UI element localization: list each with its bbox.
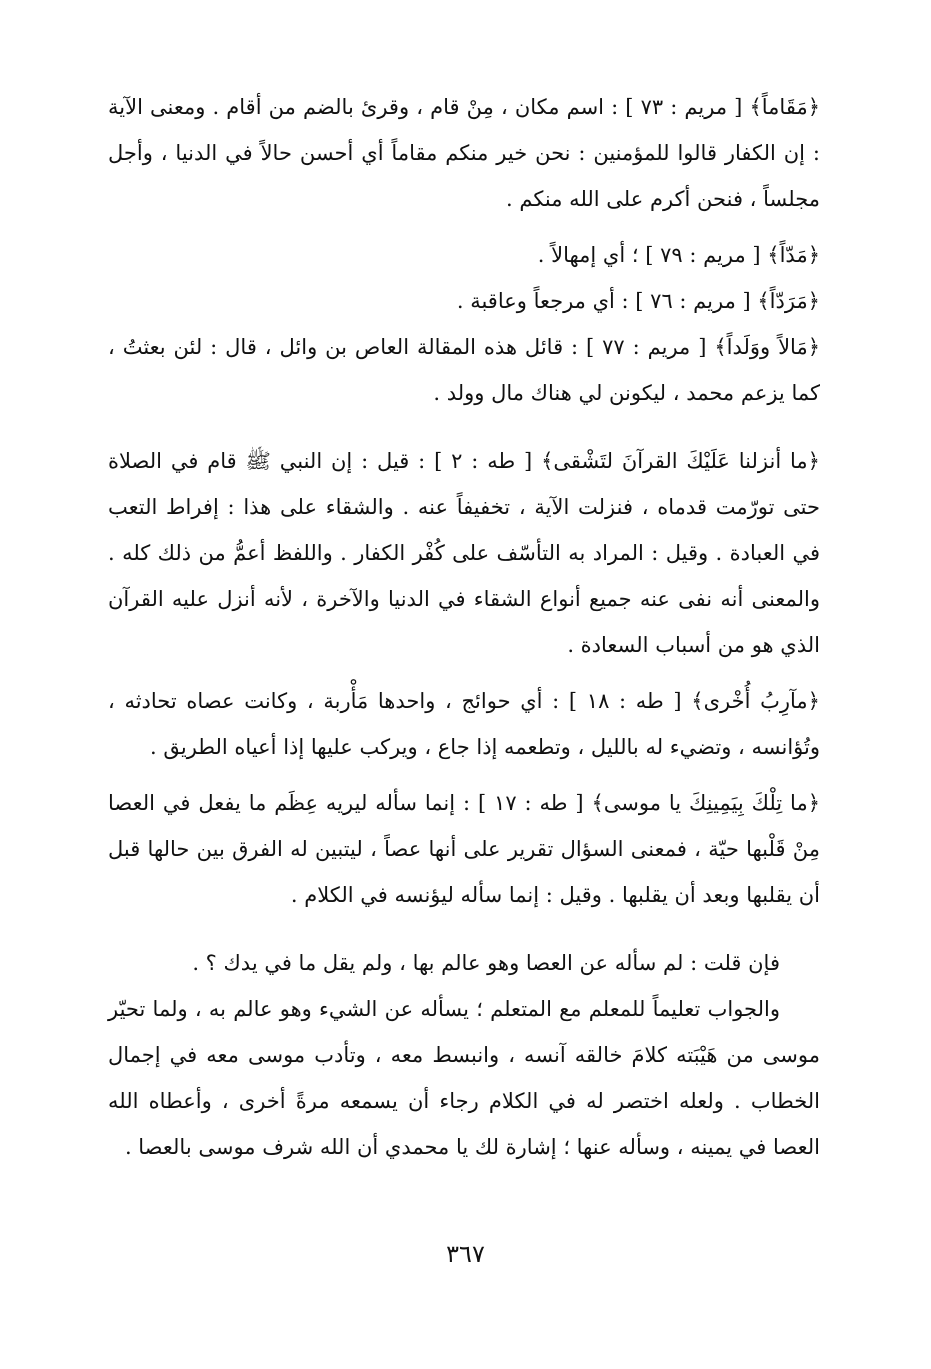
paragraph-ma-anzalna: ﴿ما أنزلنا عَلَيْكَ القرآنَ لتَشْقى﴾ [ طه : ٢ ] : قيل : إن النبي ﷺ قام في الصلاة حتى تورّمت قدماه ، فنزلت الآية ، تخفيفاً عنه . والشقاء على هذا : إفراط التعب في العبادة . وقيل : المراد به التأسّف على كُفْر الكفار . واللفظ أعمُّ من ذلك كله . والمعنى أنه نفى عنه جميع أنواع الشقاء في الدنيا والآخرة ، لأنه أنزل عليه القرآن الذي هو من أسباب السعادة . xyxy=(108,449,820,657)
page-number: ٣٦٧ xyxy=(446,1240,485,1268)
paragraph-ma-tilka: ﴿ما تِلْكَ بِيَمِينِكَ يا موسى﴾ [ طه : ١٧ ] : إنما سأله ليريه عِظَم ما يفعل في العصا مِنْ قَلْبها حيّة ، فمعنى السؤال تقرير على أنها عصاً ، ليتبين له الفرق بين حالها قبل أن يقلبها وبعد أن يقلبها . وقيل : إنما سأله ليؤنسه في الكلام . xyxy=(108,791,820,907)
spacer xyxy=(108,416,820,438)
paragraph-maarib-ukhra: ﴿مآرِبُ أُخْرى﴾ [ طه : ١٨ ] : أي حوائج ، واحدها مَأْربة ، وكانت عصاه تحادثه ، وتُؤانسه ، وتضيء له بالليل ، وتطعمه إذا جاع ، ويركب عليها إذا أعياه الطريق . xyxy=(108,689,820,759)
paragraph-maqaman: ﴿مَقَاماً﴾ [ مريم : ٧٣ ] : اسم مكان ، مِنْ قام ، وقرئ بالضم من أقام . ومعنى الآية : إن الكفار قالوا للمؤمنين : نحن خير منكم مقاماً أي أحسن حالاً في الدنيا ، وأجل مجلساً ، فنحن أكرم على الله منكم . xyxy=(108,95,820,211)
spacer xyxy=(108,770,820,780)
paragraph-malan-wa-waladan: ﴿مَالاً ووَلَداً﴾ [ مريم : ٧٧ ] : قائل هذه المقالة العاص بن وائل ، قال : لئن بعثتُ ، كما يزعم محمد ، ليكونن لي هناك مال وولد . xyxy=(108,335,821,405)
spacer xyxy=(108,222,820,232)
paragraph-maddan: ﴿مَدّاً﴾ [ مريم : ٧٩ ] ؛ أي إمهالاً . xyxy=(537,243,820,267)
spacer xyxy=(108,918,820,940)
paragraph-question: فإن قلت : لم سأله عن العصا وهو عالم بها ، ولم يقل ما في يدك ؟ . xyxy=(192,951,780,975)
paragraph-answer: والجواب تعليماً للمعلم مع المتعلم ؛ يسأله عن الشيء وهو عالم به ، ولما تحيّر موسى من هَيْبَته كلامَ خالقه آنسه ، وانبسط معه ، وتأدب موسى معه في إجمال الخطاب . ولعله اختصر له في الكلام رجاء أن يسمعه مرةً أخرى ، وأعطاه الله العصا في يمينه ، وسأله عنها ؛ إشارة لك يا محمدي أن الله شرف موسى بالعصا . xyxy=(108,997,820,1159)
spacer xyxy=(108,668,820,678)
paragraph-maraddan: ﴿مَرَدّاً﴾ [ مريم : ٧٦ ] : أي مرجعاً وعاقبة . xyxy=(456,289,820,313)
page-body xyxy=(108,84,820,1170)
